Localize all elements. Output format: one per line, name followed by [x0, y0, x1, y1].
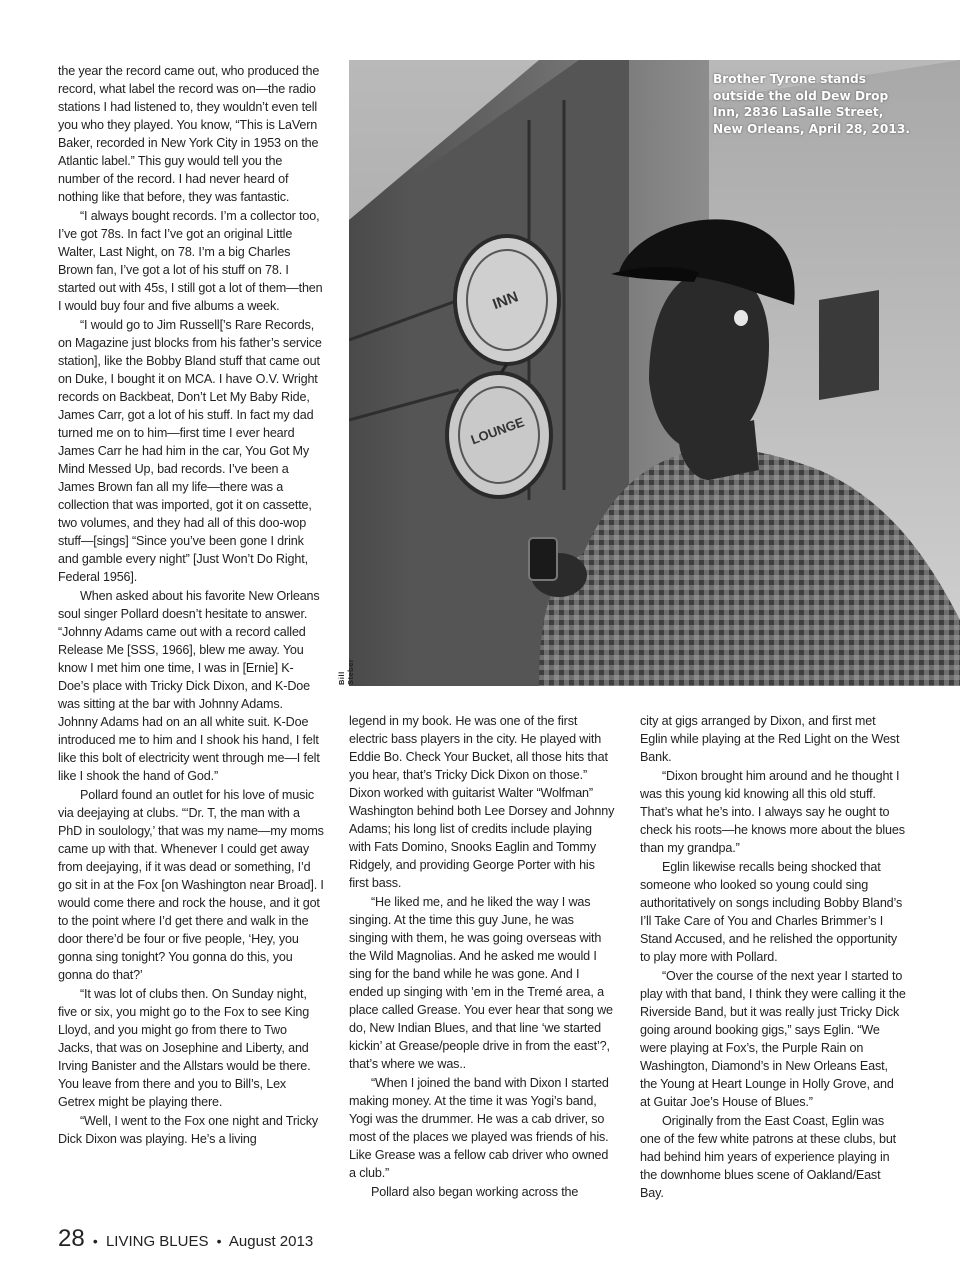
- article-paragraph: Eglin likewise recalls being shocked that someone who looked so young could sing authoritatively on songs including Bobby Bland’s I’ll Take Care of You and Charles Brimmer’s I Stand Accused, and he relished the opportunity to play more with Pollard.: [640, 860, 903, 964]
- page-folio: [58, 1225, 313, 1255]
- article-paragraph: “It was lot of clubs then. On Sunday night, five or six, you might go to the Fox to see King Lloyd, and you might go from there to Two Jacks, that was on Josephine and Liberty, and Irving Banister and the Allstars would be there. You leave from there and you to Bill’s, Lex Getrex might be playing there.: [58, 987, 311, 1109]
- photo-brother-tyrone: [349, 60, 960, 686]
- article-paragraph: “I always bought records. I’m a collector too, I’ve got 78s. In fact I’ve got an original Little Walter, Last Night, on 78. I’m a big Charles Brown fan, I’ve got a lot of his stuff on 78. I started out with 45s, I still got a lot of them—then I would buy four and five albums a week.: [58, 209, 323, 313]
- folio-bullet: •: [216, 1233, 222, 1249]
- photo-caption: Brother Tyrone stands outside the old Dew Drop Inn, 2836 LaSalle Street, New Orleans, April 28, 2013.: [713, 72, 910, 136]
- article-paragraph: Pollard found an outlet for his love of music via deejaying at clubs. “‘Dr. T, the man with a PhD in soulology,’ that was my name—my moms came up with that. Whenever I could get away from deejaying, if it was dead or something, I’d go sit in at the Fox [on Washington near Broad]. I would come there and rock the house, and it got to the point where I’d get there and walk in the door there’d be four or five people, ‘Hey, you gonna sing tonight? You gonna do this, you gonna do that?’: [58, 788, 324, 982]
- photo-illustration: [349, 60, 960, 686]
- article-paragraph: Pollard also began working across the: [371, 1185, 579, 1199]
- article-column-3: [640, 712, 906, 1202]
- article-paragraph: When asked about his favorite New Orleans soul singer Pollard doesn’t hesitate to answer. “Johnny Adams came out with a record called Release Me [SSS, 1966], blew me away. You know I met him one time, I was in [Ernie] K-Doe’s place with Tricky Dick Dixon, and K-Doe was sitting at the bar with Johnny Adams. Johnny Adams had on an all white suit. K-Doe introduced me to him and I shook his hand, I felt like this bolt of electricity went through me—I felt like I shook the hand of God.”: [58, 589, 320, 783]
- article-paragraph: “Over the course of the next year I started to play with that band, I think they were calling it the Riverside Band, but it was really just Tricky Dick going around booking gigs,” says Eglin. “We were playing at Fox’s, the Purple Rain on Washington, Diamond’s in New Orleans East, the Young at Heart Lounge in Holly Grove, and at Guitar Joe’s House of Blues.”: [640, 969, 906, 1109]
- article-paragraph: “He liked me, and he liked the way I was singing. At the time this guy June, he was singing with them, he was going overseas with the Wild Magnolias. And he asked me would I sing for the band while he was gone. And I ended up singing with ’em in the Tremé area, a place called Grease. You ever hear that song we do, New Indian Blues, and that line ‘we started kickin’ at Grease/people drive in from the east’?, that’s where we was..: [349, 895, 613, 1071]
- article-paragraph: “When I joined the band with Dixon I started making money. At the time it was Yogi’s band, Yogi was the drummer. He was a cab driver, so most of the places we played was friends of his. Like Grease was a fellow cab driver who owned a club.”: [349, 1076, 609, 1180]
- article-paragraph: the year the record came out, who produced the record, what label the record was on—the radio stations I had listened to, they wouldn’t even tell you who they played. You know, “This is LaVern Baker, recorded in New York City in 1953 on the Atlantic label.” This guy would tell you the number of the record. I had never heard of nothing like that before, they was fantastic.: [58, 64, 320, 204]
- article-paragraph: Originally from the East Coast, Eglin was one of the few white patrons at these clubs, but had behind him years of experience playing in the downhome blues scene of Oakland/East Bay.: [640, 1114, 897, 1200]
- article-column-1: [58, 62, 324, 1148]
- svg-text:LOUNGE: LOUNGE: [468, 414, 527, 448]
- article-paragraph: “Well, I went to the Fox one night and Tricky Dick Dixon was playing. He’s a living: [58, 1114, 319, 1146]
- issue-date: August 2013: [228, 1233, 314, 1250]
- folio-bullet: •: [92, 1233, 98, 1249]
- article-paragraph: “I would go to Jim Russell[’s Rare Records, on Magazine just blocks from his father’s service station], like the Bobby Bland stuff that came out on Duke, I bought it on MCA. I have O.V. Wright records on Backbeat, Don’t Let My Baby Ride, James Carr, got a lot of his stuff. In fact my dad turned me on to him—first time I ever heard James Carr he had him in the car, You Got My Mind Messed Up, bad records. I’ve been a James Brown fan all my life—there was a collection that was imported, got it on cassette, two volumes, and they had all of this doo-wop stuff—[sings] “Since you’ve been gone I drink and gamble every night” [Just Won’t Do Right, Federal 1956].: [58, 318, 322, 584]
- article-column-2: [349, 712, 615, 1201]
- photo-credit: Bill Steber: [337, 658, 355, 685]
- svg-text:INN: INN: [490, 288, 521, 314]
- page-number: 28: [58, 1225, 85, 1252]
- article-paragraph: city at gigs arranged by Dixon, and first met Eglin while playing at the Red Light on the West Bank.: [640, 714, 900, 764]
- article-paragraph: legend in my book. He was one of the first electric bass players in the city. He played with Eddie Bo. Check Your Bucket, all those hits that you hear, that’s Tricky Dick Dixon on those.” Dixon worked with guitarist Walter “Wolfman” Washington behind both Lee Dorsey and Johnny Adams; his long list of credits include playing with Fats Domino, Snooks Eaglin and Tommy Ridgely, and providing George Porter with his first bass.: [349, 714, 615, 890]
- article-paragraph: “Dixon brought him around and he thought I was this young kid knowing all this old stuff. That’s what he’s into. I always say he ought to check his roots—he knows more about the blues than my grandpa.”: [640, 769, 905, 855]
- magazine-name: LIVING BLUES: [105, 1233, 209, 1250]
